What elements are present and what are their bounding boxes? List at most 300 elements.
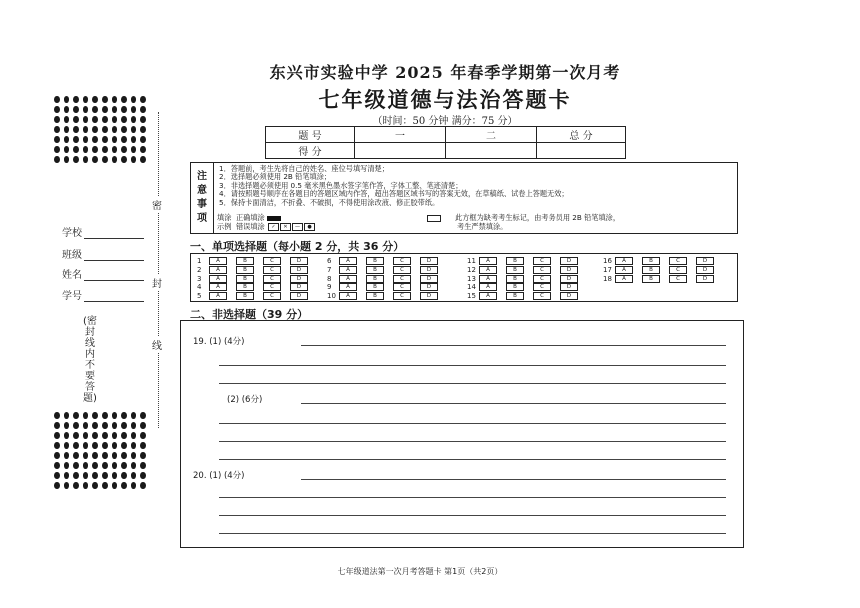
binding-dot bbox=[131, 116, 137, 123]
binding-dot bbox=[102, 116, 108, 123]
class-label: 班级 bbox=[62, 250, 82, 261]
correct-fill-label: 正确填涂 bbox=[235, 213, 265, 222]
binding-dot bbox=[92, 452, 98, 459]
dot-row bbox=[54, 126, 146, 133]
answer-line[interactable] bbox=[219, 459, 726, 460]
dot-row bbox=[54, 412, 146, 419]
dot-row bbox=[54, 472, 146, 479]
binding-dot bbox=[121, 452, 127, 459]
mcq-option-bubble[interactable]: D bbox=[696, 257, 714, 265]
mcq-option-bubble[interactable]: C bbox=[669, 257, 687, 265]
binding-dot bbox=[92, 442, 98, 449]
binding-dot bbox=[140, 432, 146, 439]
mcq-option-bubble[interactable]: A bbox=[615, 275, 633, 283]
time-score: （时间：50 分钟 满分：75 分） bbox=[372, 116, 518, 127]
binding-dot bbox=[102, 462, 108, 469]
binding-dot bbox=[131, 452, 137, 459]
answer-line[interactable] bbox=[219, 515, 726, 516]
binding-dot bbox=[73, 106, 79, 113]
binding-dot bbox=[92, 136, 98, 143]
answer-box bbox=[180, 320, 744, 548]
binding-dot bbox=[112, 422, 118, 429]
mcq-question-number: 12 bbox=[467, 265, 476, 274]
answer-line[interactable] bbox=[301, 345, 726, 346]
binding-dot bbox=[83, 96, 89, 103]
dot-row bbox=[54, 432, 146, 439]
mcq-option-bubble[interactable]: D bbox=[560, 275, 578, 283]
mcq-option-bubble[interactable]: C bbox=[263, 275, 281, 283]
mcq-question-row bbox=[327, 275, 447, 283]
mcq-option-bubble[interactable]: A bbox=[479, 292, 497, 300]
mcq-option-bubble[interactable]: A bbox=[339, 275, 357, 283]
binding-dot bbox=[140, 106, 146, 113]
binding-dot bbox=[102, 442, 108, 449]
binding-dot bbox=[64, 422, 70, 429]
binding-dot bbox=[73, 136, 79, 143]
binding-dot bbox=[112, 146, 118, 153]
mcq-option-bubble[interactable]: C bbox=[393, 266, 411, 274]
binding-dot bbox=[73, 432, 79, 439]
binding-dot bbox=[92, 422, 98, 429]
binding-dot bbox=[92, 96, 98, 103]
score-cell-two[interactable] bbox=[446, 143, 537, 159]
q19-2-label: (2) (6分) bbox=[227, 395, 263, 405]
binding-dot bbox=[112, 136, 118, 143]
mcq-option-bubble[interactable]: B bbox=[506, 257, 524, 265]
mcq-option-bubble[interactable]: A bbox=[479, 283, 497, 291]
mcq-option-bubble[interactable]: C bbox=[263, 257, 281, 265]
binding-dot bbox=[140, 422, 146, 429]
binding-dot bbox=[112, 96, 118, 103]
notice-label-char: 项 bbox=[197, 213, 207, 224]
mcq-option-bubble[interactable]: C bbox=[533, 275, 551, 283]
binding-dot bbox=[131, 96, 137, 103]
binding-dot bbox=[64, 412, 70, 419]
binding-dot bbox=[92, 156, 98, 163]
mcq-question-row bbox=[603, 266, 723, 274]
mcq-option-bubble[interactable]: D bbox=[290, 266, 308, 274]
binding-dot bbox=[83, 482, 89, 489]
mcq-option-bubble[interactable]: A bbox=[209, 283, 227, 291]
mcq-option-bubble[interactable]: C bbox=[533, 266, 551, 274]
answer-line[interactable] bbox=[219, 441, 726, 442]
notice-item-1: 1．答题前，考生先将自己的姓名、座位号填写清楚； bbox=[219, 164, 389, 173]
binding-dot bbox=[131, 432, 137, 439]
mcq-option-bubble[interactable]: A bbox=[479, 275, 497, 283]
mcq-question-row bbox=[467, 266, 587, 274]
binding-dot bbox=[112, 156, 118, 163]
mcq-option-bubble[interactable]: B bbox=[236, 283, 254, 291]
mcq-question-number: 8 bbox=[327, 274, 332, 283]
dot-row bbox=[54, 106, 146, 113]
mcq-option-bubble[interactable]: C bbox=[533, 257, 551, 265]
col-one: 一 bbox=[355, 127, 446, 143]
mcq-option-bubble[interactable]: D bbox=[560, 257, 578, 265]
binding-dot bbox=[64, 146, 70, 153]
answer-line[interactable] bbox=[219, 533, 726, 534]
mcq-question-number: 14 bbox=[467, 283, 476, 292]
binding-dot bbox=[131, 146, 137, 153]
binding-dot bbox=[102, 422, 108, 429]
mcq-option-bubble[interactable]: D bbox=[696, 275, 714, 283]
binding-dot bbox=[112, 442, 118, 449]
mcq-option-bubble[interactable]: A bbox=[339, 292, 357, 300]
notice-label bbox=[191, 163, 214, 233]
binding-dot bbox=[73, 472, 79, 479]
mcq-option-bubble[interactable]: A bbox=[209, 266, 227, 274]
binding-dot bbox=[131, 472, 137, 479]
notice-item-2: 2．选择题必须使用 2B 铅笔填涂； bbox=[219, 172, 332, 182]
binding-dot bbox=[121, 432, 127, 439]
notice-item-4: 4．请按照题号顺序在各题目的答题区域内作答，超出答题区域书写的答案无效，在草稿纸、试卷上答题无效； bbox=[219, 189, 569, 199]
binding-dot bbox=[54, 432, 60, 439]
mcq-option-bubble[interactable]: C bbox=[263, 283, 281, 291]
mcq-grid bbox=[190, 253, 738, 302]
binding-dot bbox=[92, 432, 98, 439]
binding-dot bbox=[64, 432, 70, 439]
mcq-question-number: 7 bbox=[327, 265, 332, 274]
binding-dot bbox=[121, 136, 127, 143]
class-field[interactable] bbox=[62, 246, 144, 261]
mcq-question-number: 6 bbox=[327, 257, 332, 265]
mcq-column bbox=[603, 257, 723, 283]
binding-dot bbox=[102, 156, 108, 163]
seal-line bbox=[158, 112, 159, 428]
answer-line[interactable] bbox=[219, 365, 726, 366]
section1-title: 一、单项选择题（每小题 2 分，共 36 分） bbox=[190, 240, 405, 253]
mcq-question-number: 9 bbox=[327, 283, 332, 292]
seal-char-3: 线 bbox=[152, 336, 162, 353]
example-label: 示例 bbox=[217, 222, 232, 231]
mcq-option-bubble[interactable]: A bbox=[479, 257, 497, 265]
mcq-option-bubble[interactable]: D bbox=[420, 257, 438, 265]
binding-dot bbox=[73, 452, 79, 459]
binding-dot bbox=[64, 452, 70, 459]
mcq-option-bubble[interactable]: D bbox=[560, 292, 578, 300]
wrong-fill-label: 错误填涂 bbox=[235, 222, 265, 231]
binding-dot bbox=[73, 156, 79, 163]
mcq-option-bubble[interactable]: B bbox=[236, 292, 254, 300]
mcq-option-bubble[interactable]: D bbox=[420, 292, 438, 300]
binding-dot bbox=[54, 442, 60, 449]
dot-row bbox=[54, 482, 146, 489]
mcq-option-bubble[interactable]: D bbox=[290, 257, 308, 265]
card-title: 七年级道德与法治答题卡 bbox=[318, 87, 572, 112]
mcq-option-bubble[interactable]: A bbox=[339, 283, 357, 291]
mcq-question-number: 5 bbox=[197, 292, 202, 301]
binding-dot bbox=[102, 96, 108, 103]
binding-dot bbox=[102, 452, 108, 459]
absent-text-2: 考生严禁填涂。 bbox=[457, 222, 508, 231]
binding-dot bbox=[92, 146, 98, 153]
binding-dot bbox=[83, 106, 89, 113]
binding-dot bbox=[83, 116, 89, 123]
binding-dot bbox=[54, 126, 60, 133]
school-label: 学校 bbox=[62, 228, 82, 239]
score-cell-total[interactable] bbox=[537, 143, 626, 159]
answer-line[interactable] bbox=[301, 479, 726, 480]
binding-dot bbox=[131, 442, 137, 449]
binding-dot bbox=[112, 116, 118, 123]
mcq-question-row bbox=[197, 266, 317, 274]
mcq-option-bubble[interactable]: B bbox=[366, 266, 384, 274]
mcq-column bbox=[467, 257, 587, 301]
notice-label-char: 事 bbox=[197, 199, 207, 210]
wrong-mark-dot-icon: ● bbox=[304, 223, 315, 231]
dot-row bbox=[54, 146, 146, 153]
notice-item-3: 3．非选择题必须使用 0.5 毫米黑色墨水签字笔作答，字体工整、笔迹清楚； bbox=[219, 180, 463, 190]
answer-line[interactable] bbox=[301, 403, 726, 404]
mcq-question-number: 15 bbox=[467, 292, 476, 301]
mcq-option-bubble[interactable]: B bbox=[236, 275, 254, 283]
dot-row bbox=[54, 462, 146, 469]
binding-dot bbox=[54, 422, 60, 429]
dot-row bbox=[54, 136, 146, 143]
mcq-option-bubble[interactable]: D bbox=[290, 283, 308, 291]
dot-row bbox=[54, 422, 146, 429]
binding-dot bbox=[112, 106, 118, 113]
mcq-option-bubble[interactable]: D bbox=[290, 275, 308, 283]
mcq-question-row bbox=[467, 292, 587, 300]
binding-dot bbox=[121, 156, 127, 163]
absent-mark bbox=[427, 213, 707, 231]
q20-1-label: 20. (1) (4分) bbox=[193, 471, 245, 481]
binding-dot bbox=[64, 442, 70, 449]
exam-title: 东兴市实验中学 2025 年春季学期第一次月考 bbox=[269, 63, 621, 82]
mcq-question-number: 4 bbox=[197, 283, 202, 292]
mcq-option-bubble[interactable]: C bbox=[263, 266, 281, 274]
binding-dot bbox=[73, 126, 79, 133]
binding-dot bbox=[121, 116, 127, 123]
binding-dot bbox=[140, 116, 146, 123]
binding-dot bbox=[83, 442, 89, 449]
binding-dot bbox=[102, 482, 108, 489]
wrong-mark-cross-icon: ✕ bbox=[280, 223, 291, 231]
dot-row bbox=[54, 96, 146, 103]
binding-dot bbox=[102, 136, 108, 143]
mcq-option-bubble[interactable]: B bbox=[642, 257, 660, 265]
binding-dot bbox=[64, 96, 70, 103]
mcq-option-bubble[interactable]: B bbox=[366, 257, 384, 265]
mcq-question-row bbox=[197, 275, 317, 283]
binding-dot bbox=[102, 432, 108, 439]
mcq-option-bubble[interactable]: D bbox=[560, 266, 578, 274]
mcq-option-bubble[interactable]: A bbox=[209, 275, 227, 283]
wrong-mark-dash-icon: — bbox=[292, 223, 303, 231]
binding-dot bbox=[131, 136, 137, 143]
binding-dot bbox=[140, 462, 146, 469]
mcq-option-bubble[interactable]: A bbox=[209, 292, 227, 300]
binding-dot bbox=[121, 462, 127, 469]
answer-line[interactable] bbox=[219, 497, 726, 498]
mcq-option-bubble[interactable]: B bbox=[642, 266, 660, 274]
binding-dots-bottom bbox=[54, 412, 146, 492]
q19-1-label: 19. (1) (4分) bbox=[193, 337, 245, 347]
binding-dot bbox=[64, 472, 70, 479]
mcq-question-row bbox=[327, 292, 447, 300]
mcq-option-bubble[interactable]: D bbox=[420, 283, 438, 291]
notice-label-char: 注 bbox=[197, 171, 207, 182]
row-label-score: 得 分 bbox=[266, 143, 355, 159]
mcq-option-bubble[interactable]: B bbox=[506, 292, 524, 300]
mcq-question-row bbox=[327, 257, 447, 265]
binding-dot bbox=[83, 422, 89, 429]
binding-dot bbox=[83, 126, 89, 133]
binding-dot bbox=[121, 146, 127, 153]
mcq-option-bubble[interactable]: C bbox=[669, 275, 687, 283]
notice-items bbox=[219, 165, 729, 207]
mcq-option-bubble[interactable]: C bbox=[533, 292, 551, 300]
binding-dot bbox=[73, 116, 79, 123]
binding-dot bbox=[92, 472, 98, 479]
mcq-option-bubble[interactable]: C bbox=[393, 283, 411, 291]
binding-dot bbox=[54, 136, 60, 143]
mcq-option-bubble[interactable]: D bbox=[420, 275, 438, 283]
mcq-option-bubble[interactable]: D bbox=[696, 266, 714, 274]
dot-row bbox=[54, 156, 146, 163]
binding-dot bbox=[54, 116, 60, 123]
binding-dot bbox=[102, 412, 108, 419]
binding-dot bbox=[102, 106, 108, 113]
mcq-question-row bbox=[603, 275, 723, 283]
dot-row bbox=[54, 452, 146, 459]
binding-dot bbox=[92, 116, 98, 123]
binding-dot bbox=[54, 156, 60, 163]
binding-dot bbox=[83, 412, 89, 419]
mcq-option-bubble[interactable]: C bbox=[393, 292, 411, 300]
binding-dot bbox=[140, 482, 146, 489]
binding-dot bbox=[64, 116, 70, 123]
mcq-option-bubble[interactable]: A bbox=[615, 257, 633, 265]
school-field[interactable] bbox=[62, 224, 144, 239]
mcq-option-bubble[interactable]: B bbox=[506, 283, 524, 291]
mcq-option-bubble[interactable]: A bbox=[339, 266, 357, 274]
binding-dot bbox=[54, 462, 60, 469]
binding-dot bbox=[112, 462, 118, 469]
binding-dot bbox=[140, 442, 146, 449]
binding-dot bbox=[112, 472, 118, 479]
binding-dot bbox=[140, 412, 146, 419]
seal-char-2: 封 bbox=[152, 274, 162, 291]
absent-text: 此方框为缺考考生标记，由考务员用 2B 铅笔填涂， bbox=[455, 213, 621, 222]
binding-dot bbox=[121, 482, 127, 489]
mcq-question-number: 3 bbox=[197, 274, 202, 283]
absent-checkbox[interactable] bbox=[427, 215, 441, 222]
binding-dot bbox=[102, 146, 108, 153]
mcq-question-row bbox=[197, 283, 317, 291]
binding-dot bbox=[83, 146, 89, 153]
binding-dot bbox=[121, 422, 127, 429]
answer-line[interactable] bbox=[219, 423, 726, 424]
mcq-option-bubble[interactable]: B bbox=[506, 275, 524, 283]
mcq-option-bubble[interactable]: A bbox=[209, 257, 227, 265]
binding-dot bbox=[121, 106, 127, 113]
binding-dot bbox=[121, 412, 127, 419]
mcq-question-number: 16 bbox=[603, 257, 612, 265]
binding-dot bbox=[121, 96, 127, 103]
mcq-option-bubble[interactable]: B bbox=[236, 257, 254, 265]
binding-dot bbox=[140, 126, 146, 133]
dot-row bbox=[54, 116, 146, 123]
binding-dot bbox=[92, 482, 98, 489]
notice-label-char: 意 bbox=[197, 185, 207, 196]
binding-dot bbox=[73, 422, 79, 429]
mcq-option-bubble[interactable]: C bbox=[393, 257, 411, 265]
binding-dot bbox=[131, 106, 137, 113]
name-field[interactable] bbox=[62, 266, 144, 281]
fill-example bbox=[217, 213, 315, 231]
binding-dot bbox=[64, 126, 70, 133]
mcq-option-bubble[interactable]: B bbox=[642, 275, 660, 283]
binding-dot bbox=[83, 472, 89, 479]
binding-dot bbox=[112, 412, 118, 419]
wrong-mark-check-icon: ✓ bbox=[268, 223, 279, 231]
mcq-option-bubble[interactable]: A bbox=[339, 257, 357, 265]
binding-dot bbox=[121, 126, 127, 133]
binding-dot bbox=[73, 412, 79, 419]
fill-label: 填涂 bbox=[217, 213, 232, 222]
col-total: 总 分 bbox=[537, 127, 626, 143]
mcq-option-bubble[interactable]: C bbox=[533, 283, 551, 291]
binding-dot bbox=[140, 136, 146, 143]
answer-line[interactable] bbox=[219, 383, 726, 384]
binding-dot bbox=[121, 472, 127, 479]
mcq-option-bubble[interactable]: A bbox=[615, 266, 633, 274]
binding-dot bbox=[140, 156, 146, 163]
binding-dot bbox=[131, 126, 137, 133]
binding-dot bbox=[73, 146, 79, 153]
student-id-label: 学号 bbox=[62, 291, 82, 302]
mcq-option-bubble[interactable]: C bbox=[393, 275, 411, 283]
mcq-option-bubble[interactable]: B bbox=[366, 275, 384, 283]
binding-dot bbox=[64, 106, 70, 113]
page-footer: 七年级道法第一次月考答题卡 第1页（共2页） bbox=[337, 567, 503, 576]
student-id-field[interactable] bbox=[62, 287, 144, 302]
mcq-option-bubble[interactable]: B bbox=[506, 266, 524, 274]
mcq-question-row bbox=[197, 257, 317, 265]
binding-dot bbox=[140, 96, 146, 103]
mcq-option-bubble[interactable]: D bbox=[420, 266, 438, 274]
binding-dot bbox=[83, 432, 89, 439]
mcq-question-row bbox=[197, 292, 317, 300]
name-label: 姓名 bbox=[62, 270, 82, 281]
binding-dot bbox=[140, 452, 146, 459]
binding-dot bbox=[73, 462, 79, 469]
mcq-option-bubble[interactable]: D bbox=[290, 292, 308, 300]
binding-dot bbox=[83, 452, 89, 459]
mcq-question-row bbox=[467, 283, 587, 291]
score-cell-one[interactable] bbox=[355, 143, 446, 159]
seal-char-1: 密 bbox=[152, 196, 162, 213]
mcq-question-row bbox=[327, 266, 447, 274]
binding-dot bbox=[73, 96, 79, 103]
mcq-option-bubble[interactable]: C bbox=[669, 266, 687, 274]
binding-dot bbox=[131, 482, 137, 489]
binding-dot bbox=[64, 482, 70, 489]
binding-dot bbox=[140, 472, 146, 479]
mcq-option-bubble[interactable]: B bbox=[236, 266, 254, 274]
binding-dot bbox=[64, 156, 70, 163]
mcq-option-bubble[interactable]: B bbox=[366, 283, 384, 291]
mcq-question-number: 1 bbox=[197, 257, 202, 265]
mcq-question-number: 10 bbox=[327, 292, 336, 301]
binding-dot bbox=[131, 412, 137, 419]
mcq-option-bubble[interactable]: A bbox=[479, 266, 497, 274]
mcq-question-number: 13 bbox=[467, 274, 476, 283]
mcq-option-bubble[interactable]: D bbox=[560, 283, 578, 291]
mcq-option-bubble[interactable]: B bbox=[366, 292, 384, 300]
mcq-option-bubble[interactable]: C bbox=[263, 292, 281, 300]
